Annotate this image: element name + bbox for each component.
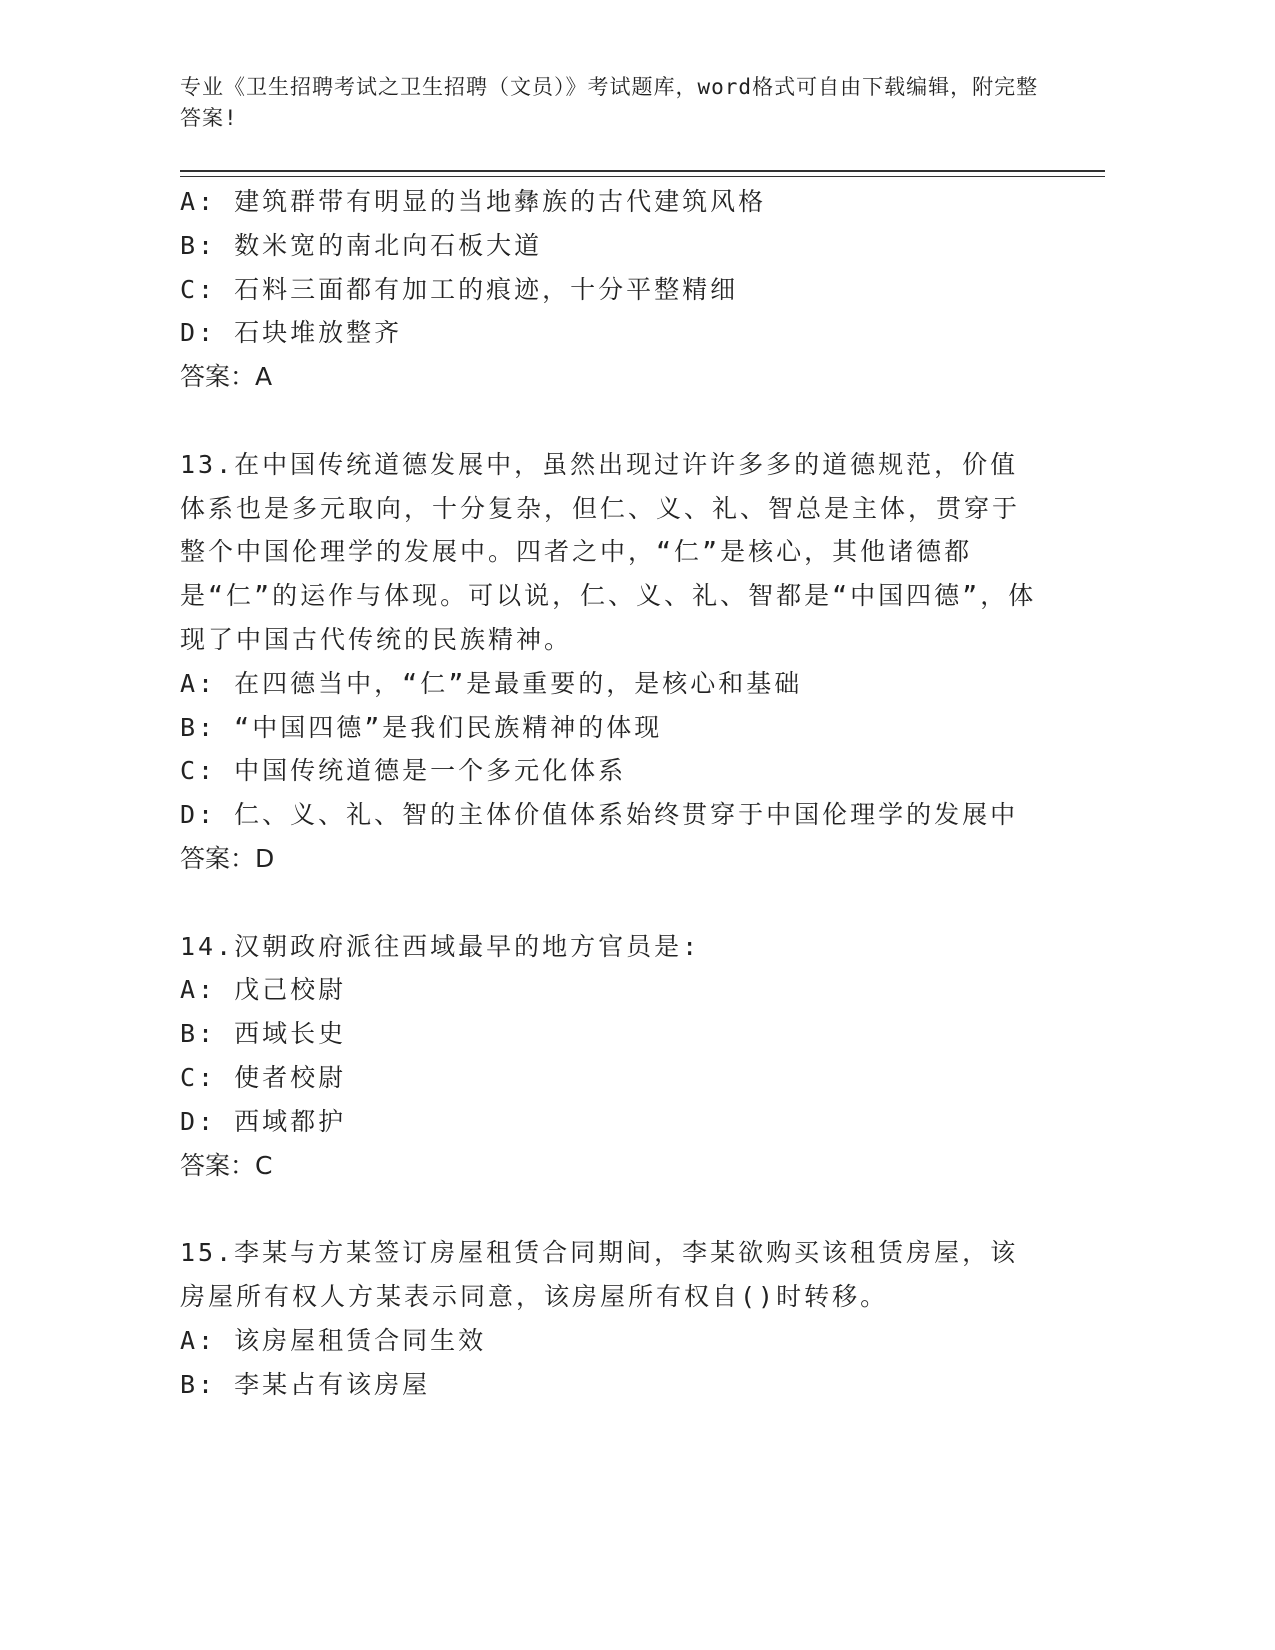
option-a: A: 该房屋租赁合同生效 xyxy=(180,1325,487,1355)
question-15 xyxy=(180,1231,1040,1406)
option-d: D: 仁、义、礼、智的主体价值体系始终贯穿于中国伦理学的发展中 xyxy=(180,800,1019,830)
answer: 答案：C xyxy=(180,1150,273,1180)
option-b: B: 西域长史 xyxy=(180,1019,347,1049)
option-a: A: 在四德当中，“仁”是最重要的，是核心和基础 xyxy=(180,668,803,698)
answer: 答案：D xyxy=(180,843,275,873)
option-c: C: 使者校尉 xyxy=(180,1062,347,1092)
option-c: C: 中国传统道德是一个多元化体系 xyxy=(180,756,627,786)
option-b: B: 数米宽的南北向石板大道 xyxy=(180,230,543,260)
option-a: A: 戊己校尉 xyxy=(180,975,347,1005)
question-text: 14.汉朝政府派往西域最早的地方官员是: xyxy=(180,931,701,961)
answer: 答案：A xyxy=(180,362,273,392)
option-d: D: 西域都护 xyxy=(180,1106,347,1136)
document-header: 专业《卫生招聘考试之卫生招聘（文员）》考试题库，word格式可自由下载编辑，附完整答案! xyxy=(180,75,1039,130)
spacer xyxy=(180,881,1040,925)
question-text: 13.在中国传统道德发展中，虽然出现过许许多多的道德规范，价值体系也是多元取向，十分复杂，但仁、义、礼、智总是主体，贯穿于整个中国伦理学的发展中。四者之中，“仁”是核心，其他诸德都是“仁”的运作与体现。可以说，仁、义、礼、智都是“中国四德”，体现了中国古代传统的民族精神。 xyxy=(180,449,1037,654)
spacer xyxy=(180,399,1040,443)
header-divider-thin xyxy=(180,176,1105,177)
option-d: D: 石块堆放整齐 xyxy=(180,318,403,348)
question-list xyxy=(180,180,1040,1406)
option-a: A: 建筑群带有明显的当地彝族的古代建筑风格 xyxy=(180,187,767,216)
question-13 xyxy=(180,443,1040,881)
option-c: C: 石料三面都有加工的痕迹，十分平整精细 xyxy=(180,274,739,304)
header-divider-thick xyxy=(180,170,1105,172)
spacer xyxy=(180,1187,1040,1231)
question-12 xyxy=(180,180,1040,399)
question-14 xyxy=(180,925,1040,1188)
option-b: B: 李某占有该房屋 xyxy=(180,1369,431,1399)
option-b: B: “中国四德”是我们民族精神的体现 xyxy=(180,712,663,742)
question-text: 15.李某与方某签订房屋租赁合同期间，李某欲购买该租赁房屋，该房屋所有权人方某表示同意，该房屋所有权自()时转移。 xyxy=(180,1238,1019,1311)
